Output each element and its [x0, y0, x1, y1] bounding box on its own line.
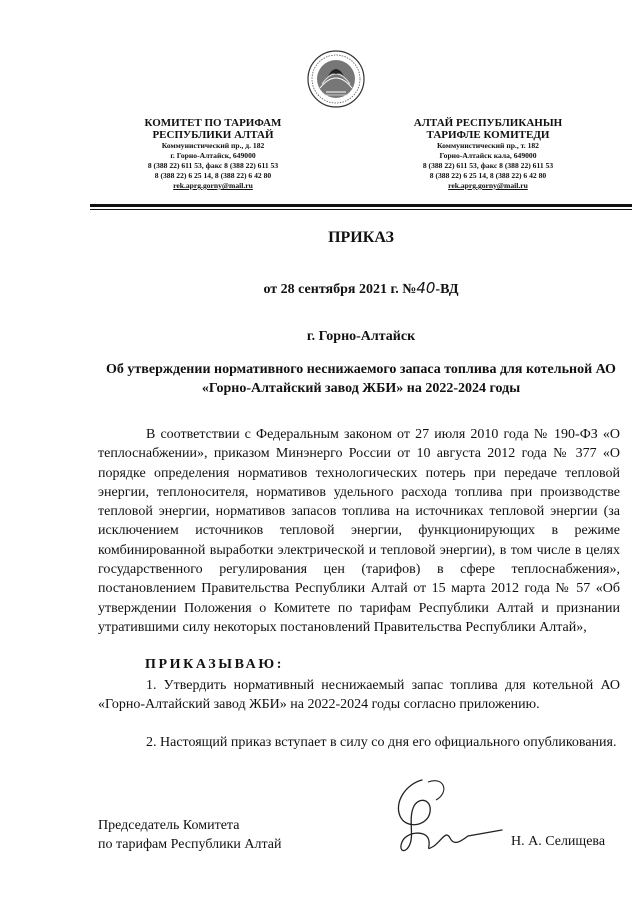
document-city: г. Горно-Алтайск: [306, 329, 416, 344]
document-subject: Об утверждении нормативного неснижаемого запаса топлива для котельной АО «Горно-Алтайский завод ЖБИ» на 2022-2024 годы: [106, 362, 616, 396]
order-item-2: 2. Настоящий приказ вступает в силу со дня его официального опубликования.: [146, 735, 617, 750]
org-phone1: 8 (388 22) 611 53, факс 8 (388 22) 611 53: [422, 161, 554, 170]
org-city: г. Горно-Алтайск, 649000: [170, 151, 256, 160]
handwritten-number: 40: [416, 279, 436, 297]
date-text: от 28 сентября 2021 г. №: [263, 282, 417, 297]
document-date-line: [90, 279, 632, 298]
header-divider-thin: [90, 209, 632, 210]
org-phone2: 8 (388 22) 6 25 14, 8 (388 22) 6 42 80: [154, 171, 272, 180]
signatory-name: Н. А. Селищева: [511, 834, 606, 849]
org-name-line1: КОМИТЕТ ПО ТАРИФАМ: [144, 117, 282, 129]
coat-of-arms-emblem: [306, 48, 366, 110]
org-address: Коммунистический пр., д. 182: [161, 141, 265, 150]
org-email-link[interactable]: rek.aprg.gorny@mail.ru: [173, 181, 253, 190]
document-title: ПРИКАЗ: [328, 229, 394, 246]
signatory-position: [98, 816, 281, 854]
header-left: [98, 117, 328, 191]
org-city: Горно-Алтайск кала, 649000: [439, 151, 537, 160]
org-name-line2: ТАРИФЛЕ КОМИТЕДИ: [426, 129, 550, 141]
org-email-link[interactable]: rek.aprg.gorny@mail.ru: [448, 181, 528, 190]
org-name-line1: АЛТАЙ РЕСПУБЛИКАНЫН: [413, 117, 563, 129]
handwritten-signature: [384, 772, 504, 862]
order-heading: ПРИКАЗЫВАЮ:: [145, 657, 284, 672]
number-suffix: -ВД: [435, 282, 459, 297]
header-right: [373, 117, 603, 191]
org-phone1: 8 (388 22) 611 53, факс 8 (388 22) 611 53: [147, 161, 279, 170]
org-name-line2: РЕСПУБЛИКИ АЛТАЙ: [152, 129, 274, 141]
order-item-1: 1. Утвердить нормативный неснижаемый запас топлива для котельной АО «Горно-Алтайский завод ЖБИ» на 2022-2024 годы согласно приложению.: [98, 678, 620, 713]
position-line1: Председатель Комитета: [98, 818, 240, 833]
header-divider-thick: [90, 204, 632, 207]
preamble-paragraph: В соответствии с Федеральным законом от 27 июля 2010 года № 190-ФЗ «О теплоснабжении», приказом Минэнерго России от 10 августа 2012 года № 377 «О порядке определения нормативов технологических потерь при передаче тепловой энергии, теплоносителя, нормативов удельного расхода топлива при производстве тепловой энергии, нормативов запасов топлива на источниках тепловой энергии (за исключением источников тепловой энергии, функционирующих в режиме комбинированной выработки электрической и тепловой энергии), в том числе в целях государственного регулирования цен (тарифов) в сфере теплоснабжения», постановлением Правительства Республики Алтай от 15 марта 2012 года № 57 «Об утверждении Положения о Комитете по тарифам Республики Алтай и признании утратившими силу некоторых постановлений Правительства Республики Алтай»,: [98, 427, 620, 635]
org-phone2: 8 (388 22) 6 25 14, 8 (388 22) 6 42 80: [429, 171, 547, 180]
position-line2: по тарифам Республики Алтай: [98, 837, 282, 852]
org-address: Коммунистический пр., т. 182: [437, 141, 539, 150]
